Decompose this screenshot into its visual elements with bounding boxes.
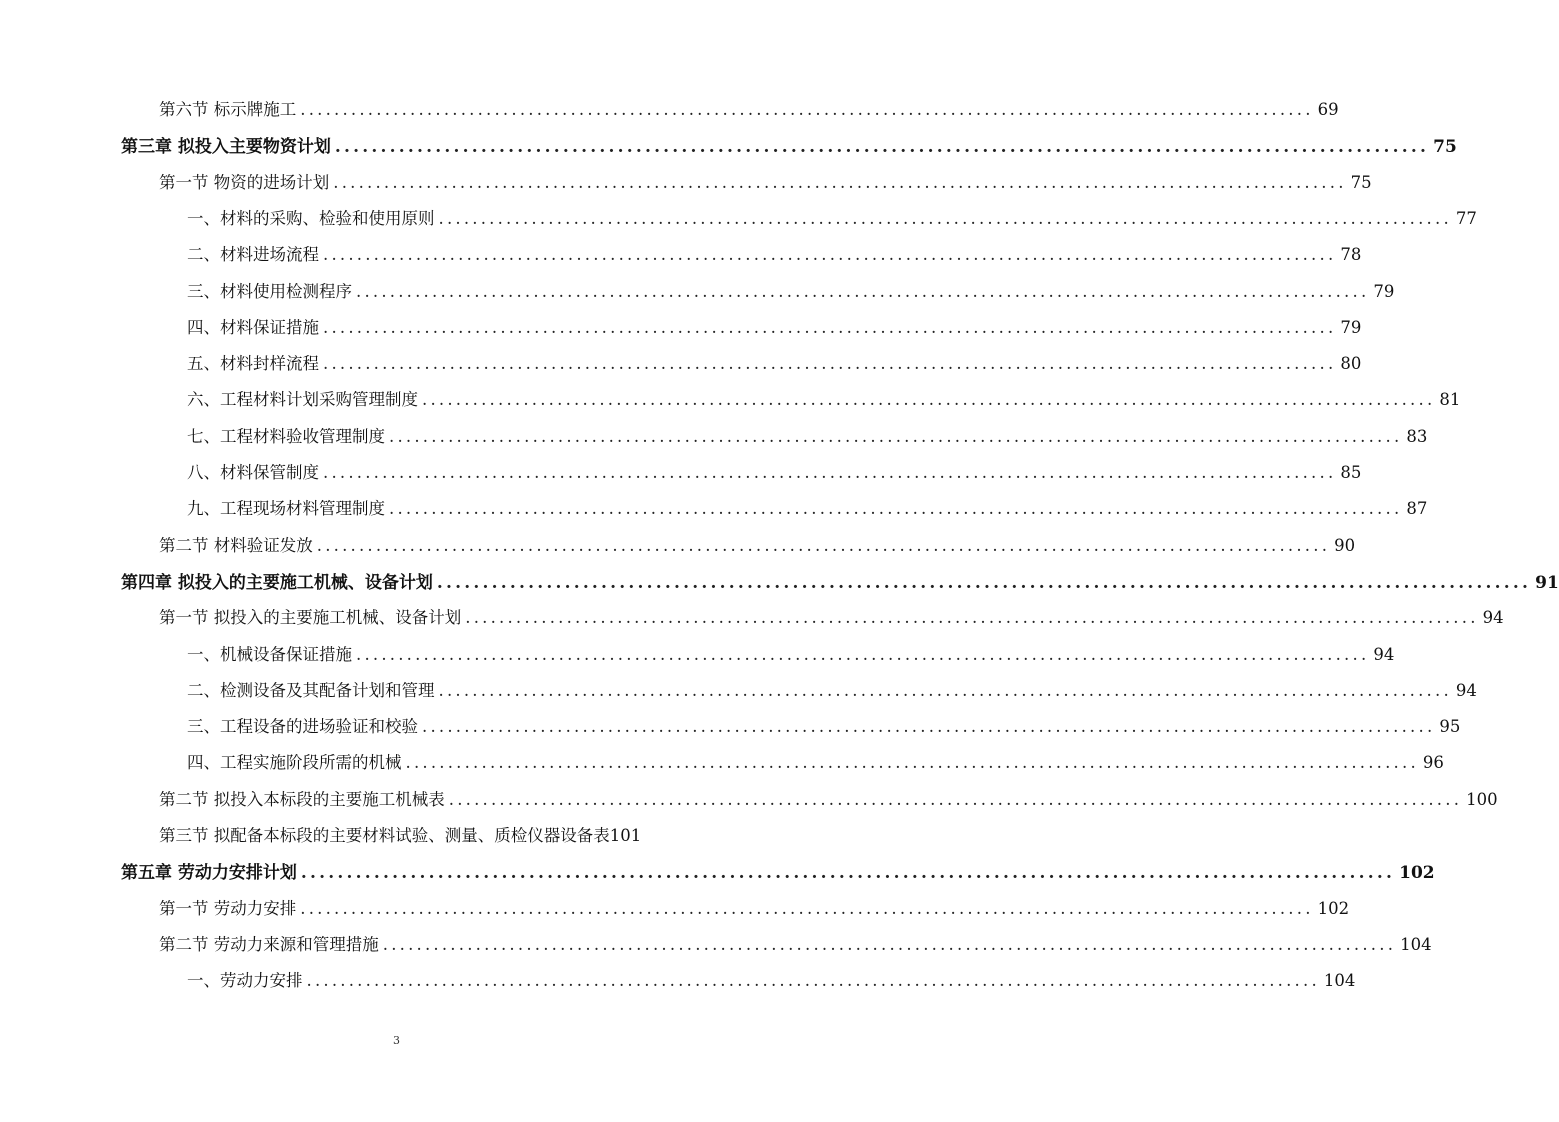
toc-entry-label: 一、劳动力安排 xyxy=(187,971,303,991)
toc-section-entry[interactable] xyxy=(159,96,1339,120)
toc-chapter-entry[interactable] xyxy=(121,858,1435,884)
toc-dot-leader: ........................................................................................................................ xyxy=(333,172,1347,192)
toc-subsection-entry[interactable] xyxy=(187,641,1395,665)
toc-dot-leader: ........................................................................................................................ xyxy=(316,535,1331,555)
toc-subsection-entry[interactable] xyxy=(187,749,1444,773)
toc-entry-label: 第一节 劳动力安排 xyxy=(159,898,297,918)
toc-entry-label: 七、工程材料验收管理制度 xyxy=(187,426,385,446)
toc-entry-label: 第二节 劳动力来源和管理措施 xyxy=(159,934,379,954)
toc-subsection-entry[interactable] xyxy=(187,278,1395,302)
toc-subsection-entry[interactable] xyxy=(187,423,1428,447)
toc-dot-leader: ........................................................................................................................ xyxy=(356,644,1370,664)
toc-entry-label: 第六节 标示牌施工 xyxy=(159,100,297,119)
toc-entry-page: 90 xyxy=(1334,535,1356,555)
toc-dot-leader: ........................................................................................................................ xyxy=(422,717,1436,737)
toc-subsection-entry[interactable] xyxy=(187,459,1362,483)
toc-entry-label: 二、检测设备及其配备计划和管理 xyxy=(187,680,435,700)
toc-subsection-entry[interactable] xyxy=(187,677,1477,701)
toc-entry-label: 四、工程实施阶段所需的机械 xyxy=(187,753,402,773)
toc-dot-leader: ........................................................................................................................ xyxy=(334,137,1430,158)
toc-dot-leader: ........................................................................................................................ xyxy=(448,789,1463,809)
toc-chapter-entry[interactable] xyxy=(121,568,1559,593)
toc-entry-page: 87 xyxy=(1406,499,1428,519)
toc-dot-leader: ........................................................................................................................ xyxy=(382,934,1397,954)
toc-section-entry[interactable] xyxy=(159,931,1432,955)
toc-entry-page: 79 xyxy=(1340,317,1362,337)
toc-entry-label: 第四章 拟投入的主要施工机械、设备计划 xyxy=(121,572,433,593)
toc-entry-page: 69 xyxy=(1317,100,1339,119)
toc-entry-page: 94 xyxy=(1482,608,1504,628)
toc-entry-label: 第二节 拟投入本标段的主要施工机械表 xyxy=(159,789,445,809)
toc-subsection-entry[interactable] xyxy=(187,967,1356,991)
toc-entry-page: 94 xyxy=(1373,644,1395,664)
toc-dot-leader: ........................................................................................................................ xyxy=(438,680,1452,700)
toc-subsection-entry[interactable] xyxy=(187,314,1362,338)
toc-entry-label: 二、材料进场流程 xyxy=(187,245,319,265)
toc-entry-label: 第一节 拟投入的主要施工机械、设备计划 xyxy=(159,608,462,628)
toc-entry-page: 80 xyxy=(1340,354,1362,374)
toc-entry-page: 79 xyxy=(1373,281,1395,301)
toc-entry-label: 第一节 物资的进场计划 xyxy=(159,172,330,192)
toc-entry-label: 八、材料保管制度 xyxy=(187,463,319,482)
toc-entry-page: 77 xyxy=(1455,208,1477,228)
toc-dot-leader: ........................................................................................................................ xyxy=(300,100,1314,119)
toc-dot-leader: ........................................................................................................................ xyxy=(323,317,1337,337)
toc-entry-label: 四、材料保证措施 xyxy=(187,317,319,337)
toc-dot-leader: ........................................................................................................................ xyxy=(323,463,1337,482)
toc-entry-page: 75 xyxy=(1433,137,1457,158)
page-number: 3 xyxy=(393,1034,400,1047)
toc-entry-page: 81 xyxy=(1439,390,1461,410)
toc-dot-leader: ........................................................................................................................ xyxy=(436,572,1532,593)
toc-entry-page: 96 xyxy=(1422,753,1444,773)
toc-subsection-entry[interactable] xyxy=(187,205,1477,229)
toc-dot-leader: ........................................................................................................................ xyxy=(300,863,1396,884)
toc-dot-leader: ........................................................................................................................ xyxy=(465,608,1479,628)
toc-dot-leader: ........................................................................................................................ xyxy=(323,245,1337,265)
toc-dot-leader: ........................................................................................................................ xyxy=(389,499,1403,519)
toc-dot-leader: ........................................................................................................................ xyxy=(422,390,1436,410)
toc-section-entry[interactable] xyxy=(159,822,699,846)
toc-chapter-entry[interactable] xyxy=(121,132,1457,158)
toc-entry-label: 第三章 拟投入主要物资计划 xyxy=(121,137,331,158)
toc-entry-page: 75 xyxy=(1350,172,1372,192)
toc-entry-page: 91 xyxy=(1535,572,1559,593)
toc-entry-label: 第三节 拟配备本标段的主要材料试验、测量、质检仪器设备表 xyxy=(159,826,610,845)
toc-entry-page: 78 xyxy=(1340,245,1362,265)
toc-entry-page: 102 xyxy=(1399,863,1435,884)
toc-subsection-entry[interactable] xyxy=(187,241,1362,265)
toc-dot-leader: ........................................................................................................................ xyxy=(306,971,1320,991)
toc-subsection-entry[interactable] xyxy=(187,350,1362,374)
toc-entry-label: 三、材料使用检测程序 xyxy=(187,281,352,301)
toc-dot-leader: ........................................................................................................................ xyxy=(356,281,1370,301)
toc-entry-page: 102 xyxy=(1317,898,1350,918)
toc-entry-label: 三、工程设备的进场验证和校验 xyxy=(187,717,418,737)
toc-entry-page: 83 xyxy=(1406,426,1428,446)
toc-subsection-entry[interactable] xyxy=(187,495,1428,519)
toc-entry-page: 95 xyxy=(1439,717,1461,737)
toc-dot-leader: ........................................................................................................................ xyxy=(323,354,1337,374)
toc-entry-label: 第五章 劳动力安排计划 xyxy=(121,863,297,884)
toc-entry-label: 一、材料的采购、检验和使用原则 xyxy=(187,208,435,228)
toc-section-entry[interactable] xyxy=(159,604,1504,628)
toc-dot-leader: ........................................................................................................................ xyxy=(438,208,1452,228)
toc-dot-leader: ........................................................................................................................ xyxy=(389,426,1403,446)
toc-entry-page: 100 xyxy=(1466,789,1498,809)
toc-entry-label: 五、材料封样流程 xyxy=(187,354,319,374)
toc-subsection-entry[interactable] xyxy=(187,386,1461,410)
toc-entry-page: 101 xyxy=(609,826,642,845)
toc-entry-page: 104 xyxy=(1400,934,1432,954)
toc-entry-label: 第二节 材料验证发放 xyxy=(159,535,313,555)
toc-section-entry[interactable] xyxy=(159,532,1356,556)
toc-subsection-entry[interactable] xyxy=(187,713,1461,737)
toc-entry-label: 六、工程材料计划采购管理制度 xyxy=(187,390,418,410)
toc-entry-page: 85 xyxy=(1340,463,1362,482)
toc-dot-leader: ........................................................................................................................ xyxy=(405,753,1419,773)
toc-entry-page: 94 xyxy=(1455,680,1477,700)
toc-section-entry[interactable] xyxy=(159,169,1372,193)
toc-entry-label: 九、工程现场材料管理制度 xyxy=(187,499,385,519)
toc-section-entry[interactable] xyxy=(159,895,1350,919)
toc-entry-label: 一、机械设备保证措施 xyxy=(187,644,352,664)
toc-dot-leader: ........................................................................................................................ xyxy=(300,898,1314,918)
toc-entry-page: 104 xyxy=(1323,971,1356,991)
toc-section-entry[interactable] xyxy=(159,786,1498,810)
